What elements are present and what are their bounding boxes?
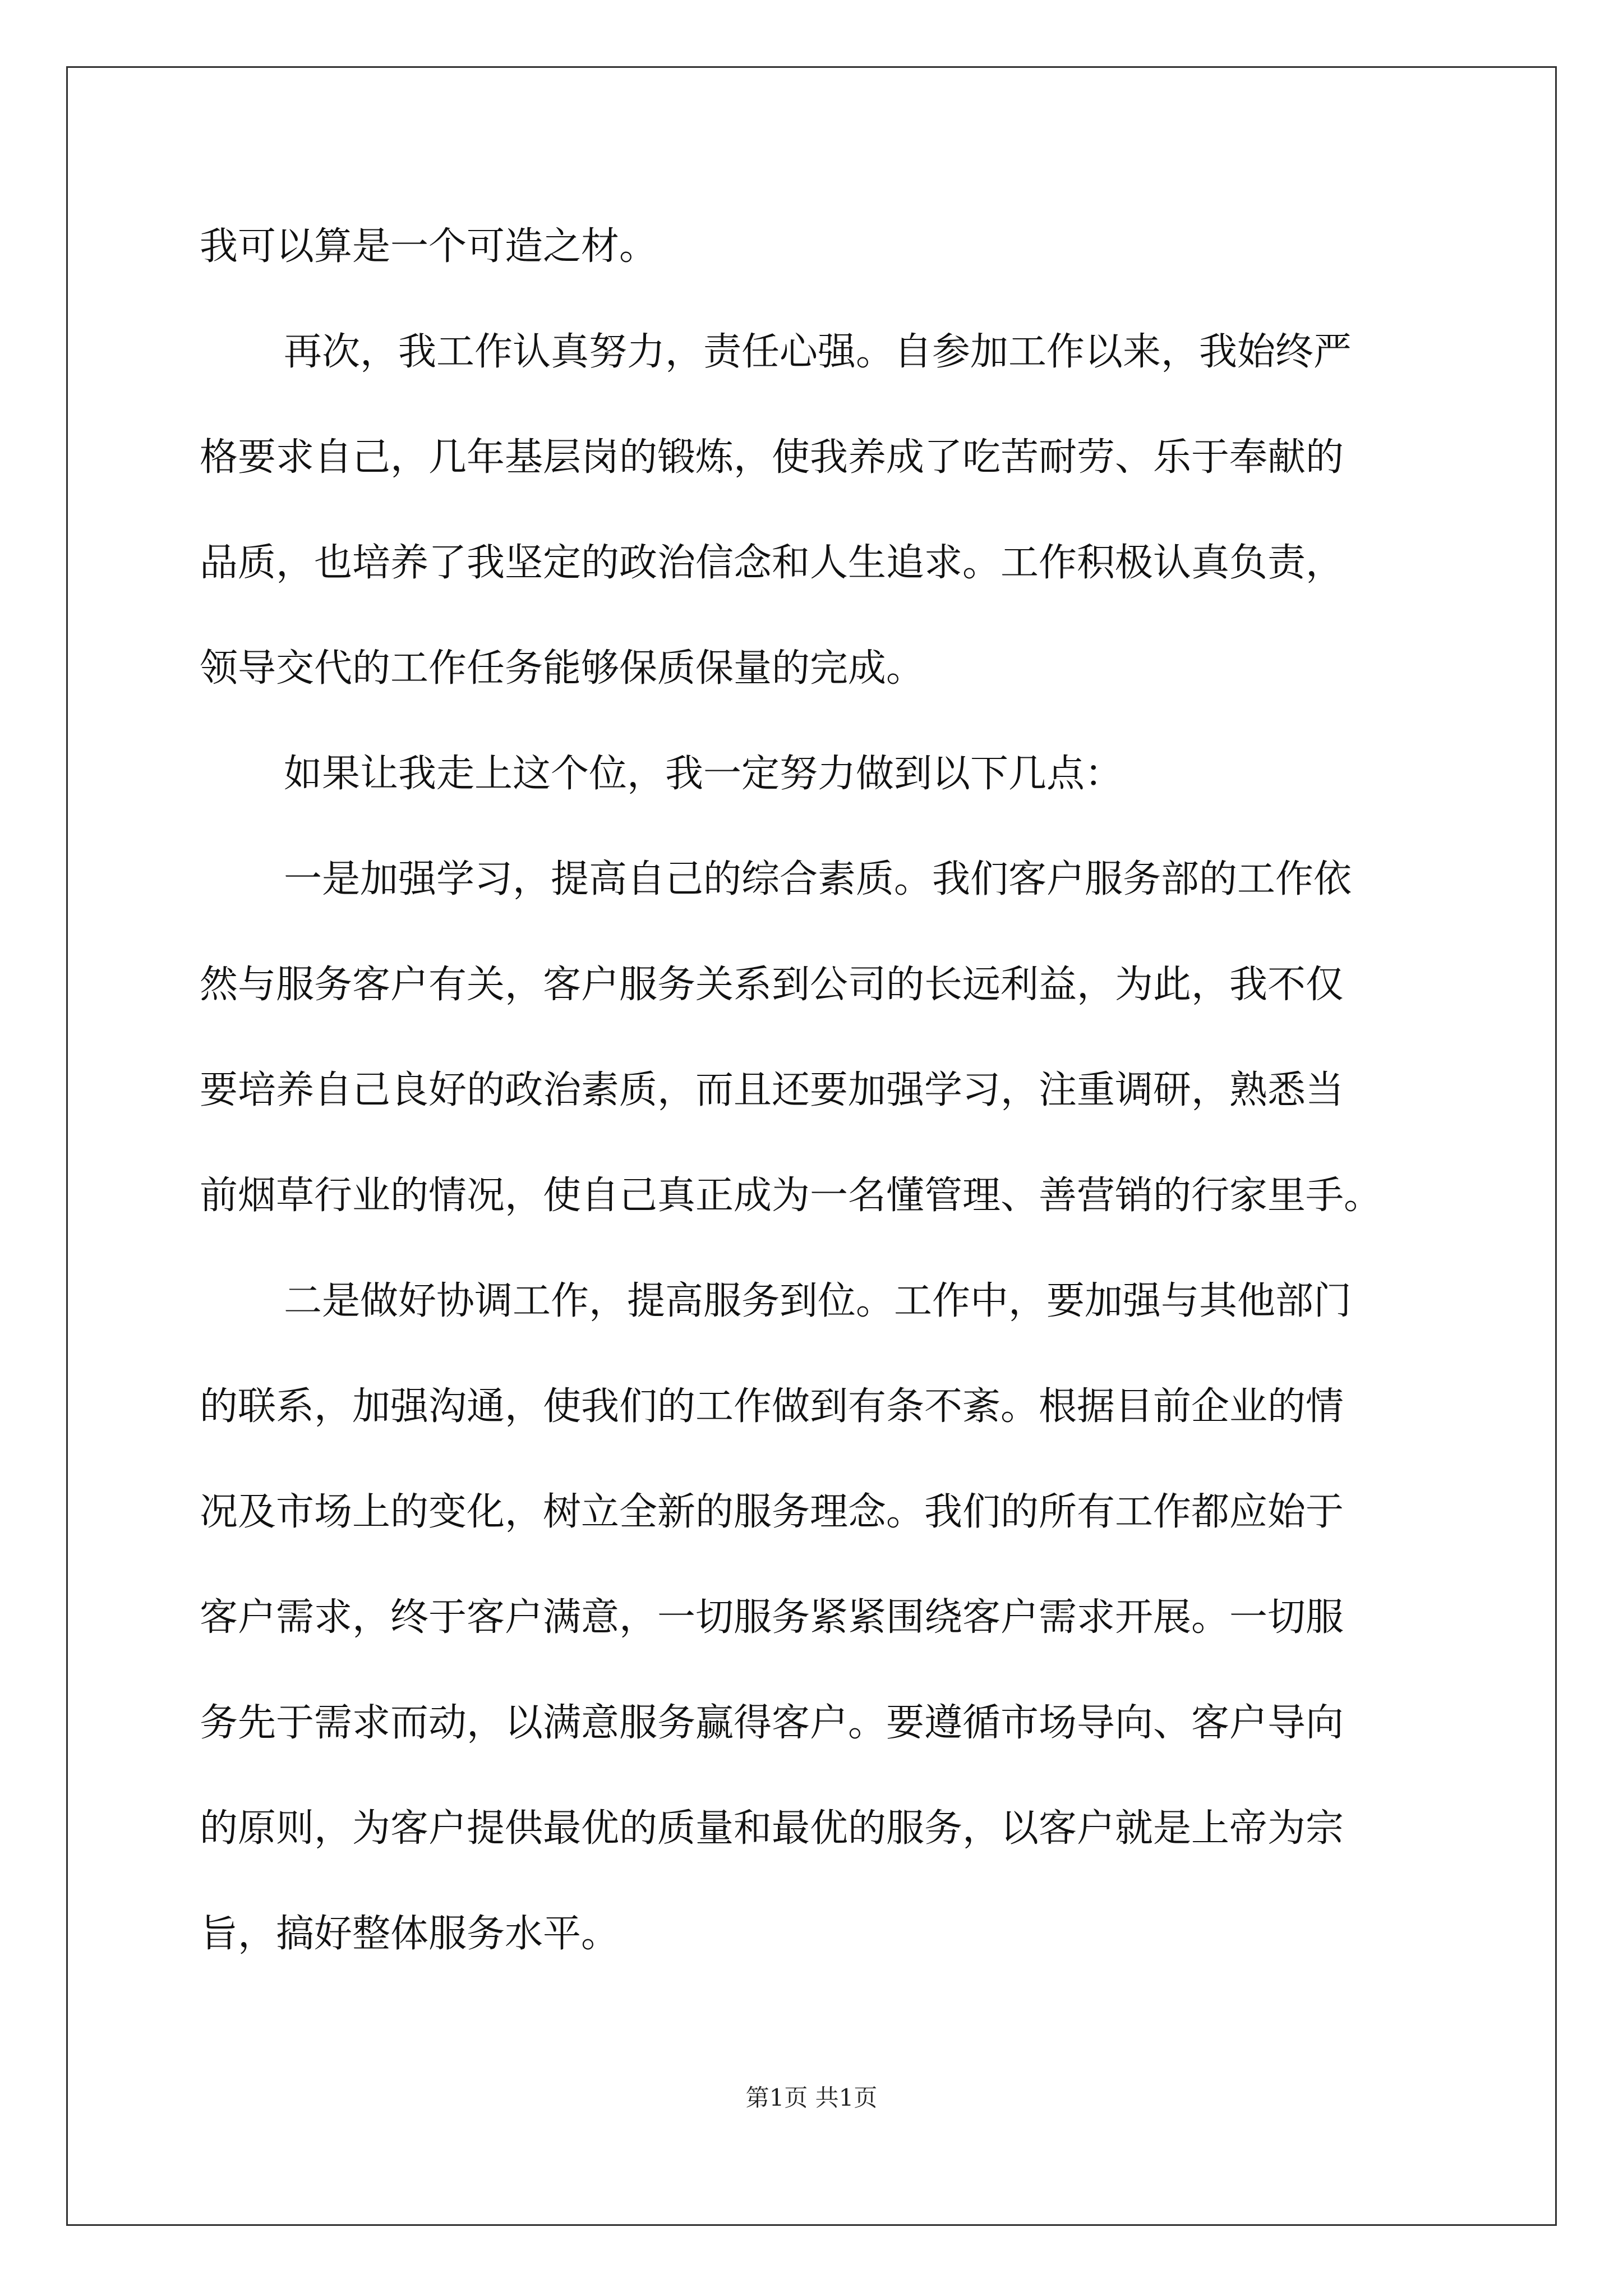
text-line: 格要求自己，几年基层岗的锻炼，使我养成了吃苦耐劳、乐于奉献的 (200, 435, 1344, 480)
paragraph-first-line: 一是加强学习，提高自己的综合素质。我们客户服务部的工作依 (284, 857, 1352, 901)
text-line: 客户需求，终于客户满意，一切服务紧紧围绕客户需求开展。一切服 (200, 1595, 1344, 1640)
text-line: 的原则，为客户提供最优的质量和最优的服务，以客户就是上帝为宗 (200, 1806, 1344, 1851)
text-line: 品质，也培养了我坚定的政治信念和人生追求。工作积极认真负责， (200, 541, 1344, 585)
text-line: 然与服务客户有关，客户服务关系到公司的长远利益，为此，我不仅 (200, 963, 1344, 1007)
paragraph-first-line: 如果让我走上这个位，我一定努力做到以下几点： (284, 752, 1123, 796)
text-line: 的联系，加强沟通，使我们的工作做到有条不紊。根据目前企业的情 (200, 1384, 1344, 1429)
text-line: 前烟草行业的情况，使自己真正成为一名懂管理、善营销的行家里手。 (200, 1174, 1382, 1218)
paragraph-first-line: 二是做好协调工作，提高服务到位。工作中，要加强与其他部门 (284, 1279, 1352, 1323)
paragraph-first-line: 再次，我工作认真努力，责任心强。自参加工作以来，我始终严 (284, 330, 1352, 374)
text-line: 况及市场上的变化，树立全新的服务理念。我们的所有工作都应始于 (200, 1490, 1344, 1534)
text-line: 我可以算是一个可造之材。 (200, 224, 658, 269)
text-line: 旨，搞好整体服务水平。 (200, 1912, 620, 1956)
text-line: 领导交代的工作任务能够保质保量的完成。 (200, 646, 925, 691)
text-line: 务先于需求而动，以满意服务赢得客户。要遵循市场导向、客户导向 (200, 1701, 1344, 1745)
text-line: 要培养自己良好的政治素质，而且还要加强学习，注重调研，熟悉当 (200, 1068, 1344, 1112)
page-number: 第1页 共1页 (745, 2084, 878, 2111)
